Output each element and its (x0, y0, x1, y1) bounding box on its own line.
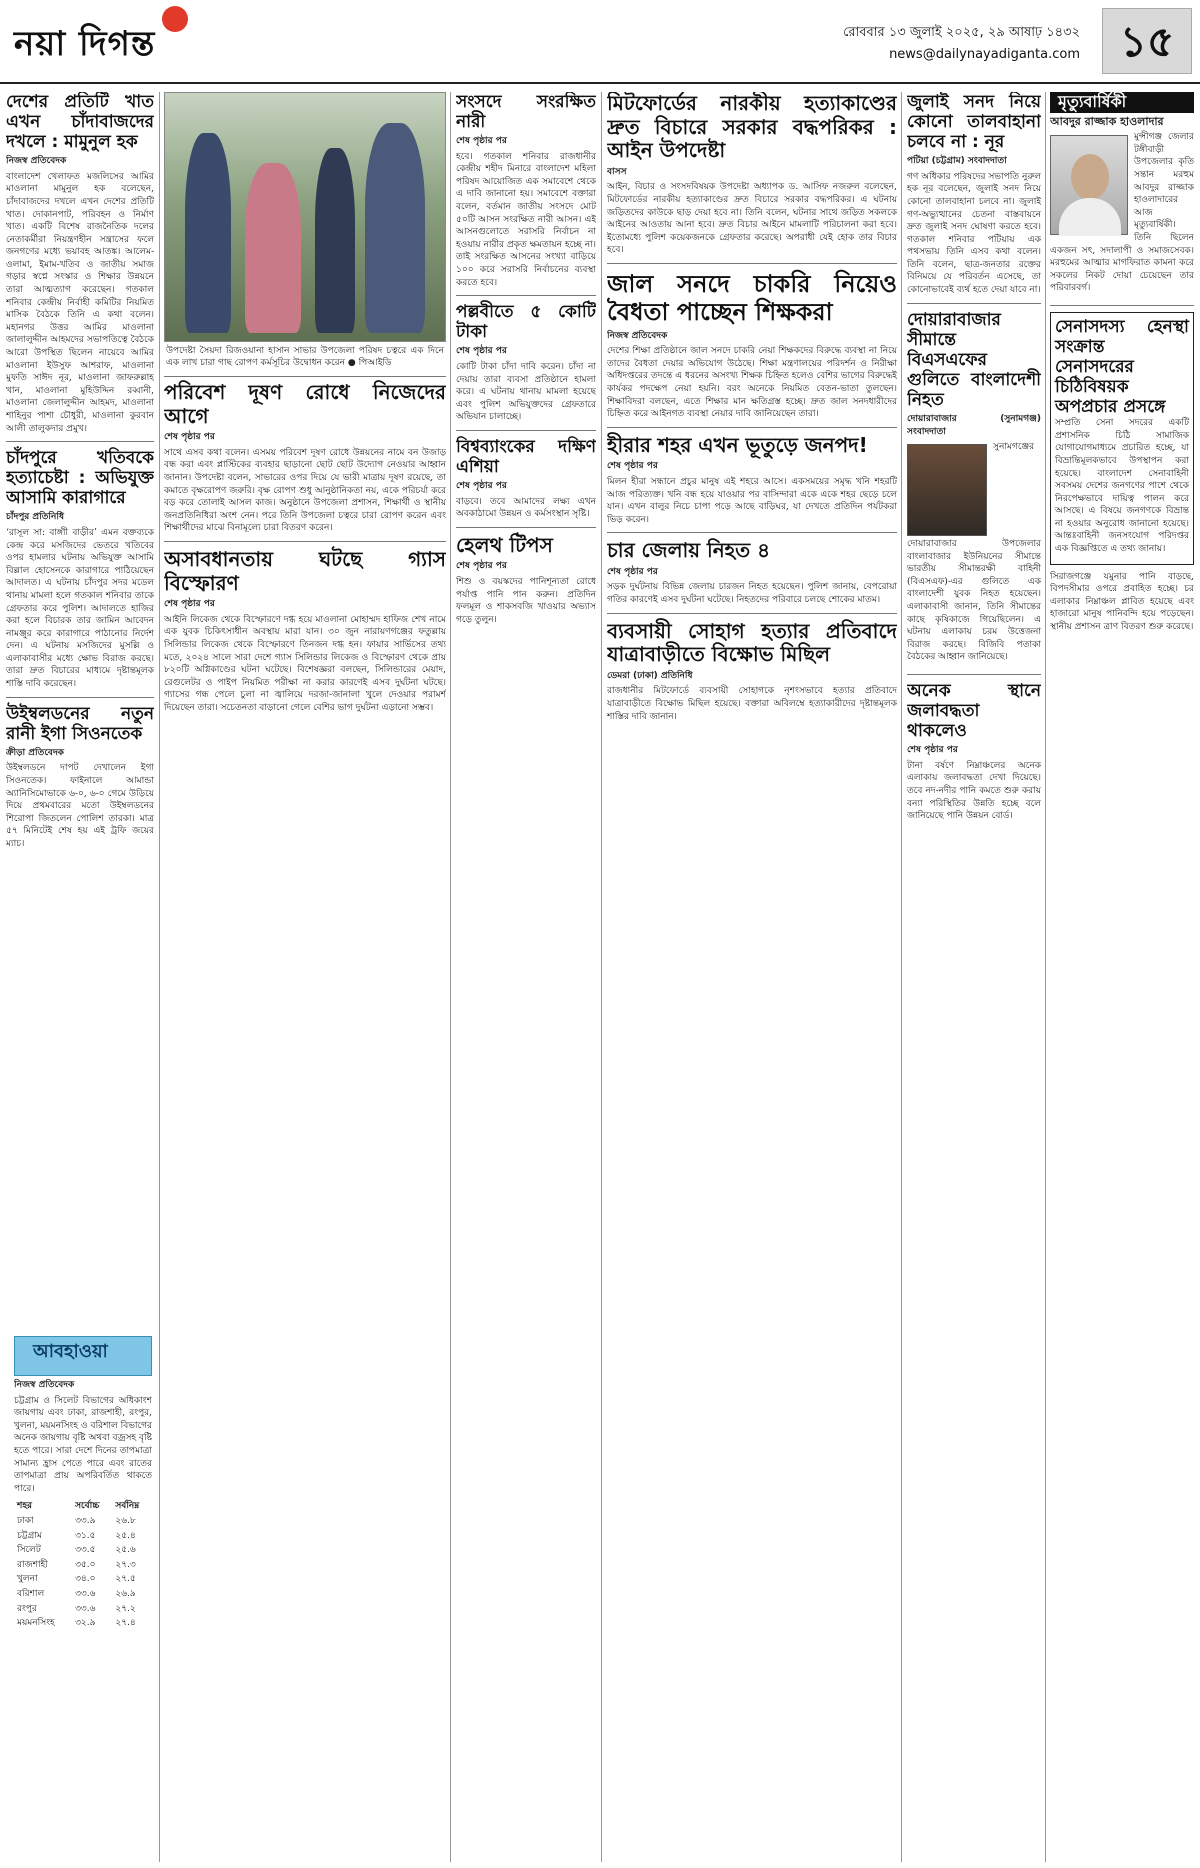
table-row (14, 1602, 152, 1617)
press-release-box (1050, 312, 1194, 565)
portrait-body (1059, 198, 1121, 236)
max-cell: ৩৩.৯ (75, 1515, 96, 1526)
headline[interactable]: উইম্বলডনের নতুন রানী ইগা সিওনতেক (6, 703, 154, 744)
column-5 (607, 92, 897, 1862)
headline[interactable]: অসাবধানতায় ঘটছে গ্যাস বিস্ফোরণ (164, 546, 446, 595)
person-figure (185, 133, 231, 333)
headline[interactable]: পল্লবীতে ৫ কোটি টাকা (456, 302, 596, 343)
byline: ডেমরা (ঢাকা) প্রতিনিধি (607, 670, 693, 681)
article-body: রাজধানীর মিটফোর্ডে ব্যবসায়ী সোহাগকে নৃশংসভাবে হত্যার প্রতিবাদে যাত্রাবাড়ীতে বিক্ষোভ মিছিল হয়েছে। বক্তারা অবিলম্বে হত্যাকারীদের দৃষ্টান্তমূলক শাস্তির দাবি জানান। (607, 686, 897, 722)
max-cell: ৩৪.০ (75, 1574, 96, 1585)
photo-caption: উপদেষ্টা সৈয়দা রিজওয়ানা হাসান সাভার উপজেলা পরিষদ চত্বরে এক দিনে এক লাখ চারা গাছ রোপণ কর্মসূচির উদ্বোধন করেন ● পিআইডি (166, 346, 444, 368)
byline: শেষ পৃষ্ঠার পর (907, 745, 958, 756)
min-cell: ২৫.৬ (115, 1545, 136, 1556)
article-body: টানা বর্ষণে নিম্নাঞ্চলের অনেক এলাকায় জলাবদ্ধতা দেখা দিয়েছে। তবে নদ-নদীর পানি কমতে শুরু করায় বন্যা পরিস্থিতির উন্নতি হচ্ছে বলে জানিয়েছে পানি উন্নয়ন বোর্ড। (907, 760, 1041, 822)
column-6 (907, 92, 1041, 1862)
headline[interactable]: সেনাসদস্য হেনস্থা সংক্রান্ত সেনাসদরের চিঠিবিষয়ক অপপ্রচার প্রসঙ্গে (1055, 316, 1189, 418)
table-row (14, 1543, 152, 1558)
tree-planting-photo[interactable] (164, 92, 446, 342)
obituary-label: মৃত্যুবার্ষিকী (1050, 92, 1194, 113)
portrait-face (1071, 154, 1109, 200)
contact-email[interactable]: news@dailynayadiganta.com (889, 47, 1080, 62)
divider (607, 263, 897, 264)
max-cell: ৩১.৫ (75, 1530, 96, 1541)
headline[interactable]: জুলাই সনদ নিয়ে কোনো তালবাহানা চলবে না : নূর (907, 92, 1041, 153)
max-cell: ৩২.৯ (75, 1618, 96, 1629)
max-cell: ৩৫.০ (75, 1559, 96, 1570)
article-body: শিশু ও বয়স্কদের পানিশূন্যতা রোধে পর্যাপ্ত পানি পান করুন। প্রতিদিন ফলমূল ও শাকসবজি খাওয়ার অভ্যাস গড়ে তুলুন। (456, 576, 596, 625)
headline[interactable]: চাঁদপুরে খতিবকে হত্যাচেষ্টা : অভিযুক্ত আসামি কারাগারে (6, 448, 154, 509)
logo-text: নয়া দিগন্ত (14, 24, 156, 64)
divider (164, 376, 446, 377)
byline: শেষ পৃষ্ঠার পর (456, 136, 507, 147)
weather-forecast: চট্টগ্রাম ও সিলেট বিভাগের অধিকাংশ জায়গায় এবং ঢাকা, রাজশাহী, রংপুর, খুলনা, ময়মনসিংহ ও বরিশাল বিভাগের অনেক জায়গায় বৃষ্টি অথবা বজ্রসহ বৃষ্টি হতে পারে। সারা দেশে দিনের তাপমাত্রা সামান্য হ্রাস পেতে পারে এবং রাতের তাপমাত্রা প্রায় অপরিবর্তিত থাকতে পারে। (14, 1395, 152, 1494)
headline[interactable]: হীরার শহর এখন ভূতুড়ে জনপদ! (607, 432, 868, 457)
person-figure (245, 163, 301, 333)
weather-box (14, 1336, 152, 1856)
table-row (14, 1572, 152, 1587)
weather-header (14, 1336, 152, 1376)
column-divider (450, 92, 451, 1862)
city-cell: রংপুর (17, 1603, 37, 1614)
city-cell: চট্টগ্রাম (17, 1530, 42, 1541)
column-1 (6, 92, 154, 1332)
city-cell: সিলেট (17, 1545, 41, 1556)
city-cell: খুলনা (17, 1574, 38, 1585)
city-cell: ঢাকা (17, 1515, 34, 1526)
headline[interactable]: চার জেলায় নিহত ৪ (607, 538, 771, 563)
divider (607, 613, 897, 614)
byline: শেষ পৃষ্ঠার পর (456, 346, 507, 357)
byline: ক্রীড়া প্রতিবেদক (6, 747, 64, 758)
weather-title: আবহাওয়া (33, 1341, 108, 1362)
headline[interactable]: ব্যবসায়ী সোহাগ হত্যার প্রতিবাদে যাত্রাবাড়ীতে বিক্ষোভ মিছিল (607, 618, 897, 667)
table-row (14, 1558, 152, 1573)
obituary-body: মুন্সীগঞ্জ জেলার টঙ্গীবাড়ী উপজেলার কৃতি সন্তান মরহুম আবদুর রাজ্জাক হাওলাদারের আজ মৃত্যুবার্ষিকী। তিনি ছিলেন একজন সৎ, সদালাপী ও সমাজসেবক। মরহুমের আত্মার মাগফিরাত কামনা করে সকলের নিকট দোয়া চেয়েছেন তার পরিবারবর্গ। (1050, 132, 1194, 294)
byline: শেষ পৃষ্ঠার পর (164, 599, 215, 610)
byline: দোয়ারাবাজার (সুনামগঞ্জ) সংবাদদাতা (907, 413, 1041, 437)
article-body: ‘রাসূল সা: বাঙ্গাী বাড়ীর’ এমন বক্তব্যকে কেন্দ্র করে মসজিদের ভেতরে খতিবের ওপর হামলার ঘটনায় অভিযুক্ত আসামি বিল্লাল হোসেনকে কারাগারে পাঠিয়েছেন আদালত। এ ঘটনায় চাঁদপুর সদর মডেল থানায় মামলা হলে গতকাল শনিবার তাকে গ্রেফতার করে পুলিশ। আদালতে হাজির করা হলে বিচারক তার জামিন আবেদন নামঞ্জুর করে কারাগারে পাঠানোর নির্দেশ দেন। এ ঘটনায় মসজিদের মুসল্লি ও এলাকাবাসীর মধ্যে ক্ষোভ বিরাজ করছে। তারা দ্রুত বিচারের মাধ্যমে দৃষ্টান্তমূলক শাস্তি দাবি করেছেন। (6, 527, 154, 690)
divider (456, 527, 596, 528)
byline: নিজস্ব প্রতিবেদক (6, 156, 67, 167)
newspaper-logo[interactable] (14, 18, 188, 75)
headline[interactable]: দোয়ারাবাজার সীমান্তে বিএসএফের গুলিতে বাংলাদেশী নিহত (907, 309, 1041, 410)
max-cell: ৩৩.৬ (75, 1588, 96, 1599)
article-body: সুনামগঞ্জের দোয়ারাবাজার উপজেলার বাংলাবাজার ইউনিয়নের সীমান্তে ভারতীয় সীমান্তরক্ষী বাহিনী (বিএসএফ)-এর গুলিতে এক বাংলাদেশী যুবক নিহত হয়েছেন। এলাকাবাসী জানান, তিনি সীমান্তের কাছে কৃষিকাজে গিয়েছিলেন। এ ঘটনায় এলাকায় চরম উত্তেজনা বিরাজ করছে। বিজিবি পতাকা বৈঠকের আহ্বান জানিয়েছে। (907, 442, 1041, 663)
headline[interactable]: দেশের প্রতিটি খাত এখন চাঁদাবাজদের দখলে : মামুনুল হক (6, 92, 154, 153)
min-cell: ২৭.২ (115, 1603, 136, 1614)
max-cell: ৩৩.৬ (75, 1603, 96, 1614)
byline: বাসস (607, 166, 627, 177)
table-row (14, 1514, 152, 1529)
column-divider (159, 92, 160, 1862)
obituary-portrait[interactable] (1050, 135, 1128, 235)
headline[interactable]: পরিবেশ দূষণ রোধে নিজেদের আগে (164, 380, 446, 428)
byline: শেষ পৃষ্ঠার পর (164, 432, 215, 443)
byline: নিজস্ব প্রতিবেদক (607, 330, 668, 341)
min-cell: ২৬.৮ (115, 1515, 136, 1526)
city-cell: রাজশাহী (17, 1559, 48, 1570)
article-body: দেশের শিক্ষা প্রতিষ্ঠানে জাল সনদে চাকরি নেয়া শিক্ষকদের বিরুদ্ধে ব্যবস্থা না নিয়ে তাদের বৈধতা দেয়ার অভিযোগ উঠেছে। শিক্ষা মন্ত্রণালয়ের পরিদর্শন ও নিরীক্ষা অধিদপ্তরের তদন্তে এ ধরনের অসংখ্য শিক্ষক চিহ্নিত হলেও বেশির ভাগের বিরুদ্ধেই কার্যকর পদক্ষেপ নেয়া হয়নি। বরং অনেকে নিয়মিত বেতন-ভাতা তুলছেন। শিক্ষাবিদরা বলছেন, এতে শিক্ষার মান ক্ষতিগ্রস্ত হচ্ছে। দ্রুত জাল সনদধারীদের চিহ্নিত করে আইনগত ব্যবস্থা নেয়ার দাবি জানিয়েছেন তারা। (607, 346, 897, 420)
headline[interactable]: অনেক স্থানে জলাবদ্ধতা থাকলেও (907, 681, 1041, 742)
max-cell: ৩৩.৫ (75, 1545, 96, 1556)
byline: চাঁদপুর প্রতিনিধি (6, 512, 64, 523)
table-header: সর্বোচ্চ (75, 1501, 100, 1512)
table-header: সর্বনিম্ন (115, 1501, 140, 1512)
article-body: উইম্বলডনে দাপট দেখালেন ইগা সিওনতেক। ফাইনালে আমান্ডা অ্যানিসিমোভাকে ৬-০, ৬-০ গেমে উড়িয়ে দিয়ে প্রথমবারের মতো উইম্বলডনের শিরোপা জিতলেন পোলিশ তারকা। মাত্র ৫৭ মিনিটেই শেষ হয় এই ট্রফি জয়ের ম্যাচ। (6, 763, 154, 849)
byline: শেষ পৃষ্ঠার পর (607, 566, 658, 577)
article-body: আইনি লিকেজ থেকে বিস্ফোরণে দগ্ধ হয়ে মাওলানা মোহাম্মদ হাফিজ শেখ নামে এক যুবক চিকিৎসাধীন অবস্থায় মারা যান। ৩০ জুন নারায়ণগঞ্জের ফতুল্লায় সিলিন্ডার লিকেজ থেকে বিস্ফোরণে তিনজন দগ্ধ হন। ফায়ার সার্ভিসের তথ্য মতে, ২০২৪ সালে সারা দেশে গ্যাস সিলিন্ডার লিকেজ ও বিস্ফোরণ থেকে প্রায় ৮২০টি অগ্নিকাণ্ডের ঘটনা ঘটেছে। বিশেষজ্ঞরা বলছেন, সিলিন্ডারের মেয়াদ, রেগুলেটর ও পাইপ নিয়মিত পরীক্ষা না করার কারণেই এসব দুর্ঘটনা ঘটছে। গ্যাসের গন্ধ পেলে চুলা না জ্বালিয়ে দরজা-জানালা খুলে দেওয়ার পরামর্শ দিয়েছেন তারা। সচেতনতা বাড়ানো গেলে বেশির ভাগ দুর্ঘটনা এড়ানো সম্ভব। (164, 614, 446, 713)
headline[interactable]: মিটফোর্ডের নারকীয় হত্যাকাণ্ডের দ্রুত বিচারে সরকার বদ্ধপরিকর : আইন উপদেষ্টা (607, 92, 897, 163)
divider (907, 303, 1041, 304)
person-figure (365, 123, 425, 333)
divider (6, 697, 154, 698)
byline: পটিয়া (চট্টগ্রাম) সংবাদদাতা (907, 156, 1007, 167)
byline: নিজস্ব প্রতিবেদক (14, 1380, 75, 1390)
article-body: সিরাজগঞ্জে যমুনার পানি বাড়ছে, বিপদসীমার ওপরে প্রবাহিত হচ্ছে। চর এলাকার নিম্নাঞ্চল প্লাবিত হয়েছে এবং হাজারো মানুষ পানিবন্দি হয়ে পড়েছেন। স্থানীয় প্রশাসন ত্রাণ বিতরণ শুরু করেছে। (1050, 571, 1194, 633)
column-7 (1050, 92, 1194, 1862)
divider (907, 674, 1041, 675)
city-cell: বরিশাল (17, 1588, 45, 1599)
column-divider (601, 92, 602, 1862)
byline: শেষ পৃষ্ঠার পর (456, 480, 507, 491)
obituary-name[interactable]: আবদুর রাজ্জাক হাওলাদার (1050, 114, 1164, 128)
dateline (843, 22, 1080, 66)
issue-date: রোববার ১৩ জুলাই ২০২৫, ২৯ আষাঢ় ১৪৩২ (843, 25, 1080, 40)
column-divider (901, 92, 902, 1862)
byline: শেষ পৃষ্ঠার পর (456, 561, 507, 572)
person-figure (315, 148, 355, 333)
divider (1050, 305, 1194, 306)
article-body: সাথে এসব কথা বলেন। এসময় পরিবেশ দূষণ রোধে উন্নয়নের নামে বন উজাড় বন্ধ করা এবং প্লাস্টিকের ব্যবহার ছাড়ানো ছোট ছোট উদ্যোগ নেওয়ার আহ্বান জানান। উপদেষ্টা বলেন, সাভারের ওপর দিয়ে যে ভারী মাত্রায় দূষণ রয়েছে, তা কমাতে বৃক্ষরোপণ জরুরি। বৃক্ষ রোপণ শুধু আনুষ্ঠানিকতা নয়, একে পরিচর্যা করে বড় করে তোলাই আসল কাজ। অনুষ্ঠানে উপজেলা প্রশাসন, শিক্ষার্থী ও স্থানীয় জনপ্রতিনিধিরা অংশ নেন। পরে তিনি উপজেলা চত্বরে চারা রোপণ করেন এবং শিক্ষার্থীদের মাঝে বিনামূল্যে চারা বিতরণ করেন। (164, 447, 446, 534)
min-cell: ২৬.৯ (115, 1588, 136, 1599)
table-row (14, 1587, 152, 1602)
headline[interactable]: বিশ্বব্যাংকের দক্ষিণ এশিয়া (456, 436, 596, 477)
temperature-table (14, 1499, 152, 1630)
divider (6, 441, 154, 442)
column-2 (164, 92, 446, 1862)
divider (164, 541, 446, 542)
divider (607, 427, 897, 428)
min-cell: ২৭.৩ (115, 1559, 136, 1570)
divider (456, 295, 596, 296)
headline[interactable]: সংসদে সংরক্ষিত নারী (456, 92, 596, 133)
column-divider (1045, 92, 1046, 1862)
headline[interactable]: হেলথ টিপস (456, 532, 553, 557)
divider (607, 532, 897, 533)
column-4 (456, 92, 596, 1862)
city-cell: ময়মনসিংহ (17, 1618, 55, 1629)
masthead (0, 0, 1200, 84)
divider (456, 430, 596, 431)
article-body: সড়ক দুর্ঘটনায় বিভিন্ন জেলায় চারজন নিহত হয়েছেন। পুলিশ জানায়, বেপরোয়া গতির কারণেই এসব দুর্ঘটনা ঘটেছে। নিহতদের পরিবারে চলছে শোকের মাতম। (607, 582, 897, 606)
min-cell: ২৭.৪ (115, 1618, 136, 1629)
article-body: মিলন হীরা সন্ধানে প্রচুর মানুষ এই শহরে আসে। একসময়ের সমৃদ্ধ খনি শহরটি আজ পরিত্যক্ত। খনি বন্ধ হয়ে যাওয়ার পর বাসিন্দারা একে একে শহর ছেড়ে চলে যান। এখন বালুর নিচে চাপা পড়ে আছে বাড়িঘর, যা দেখতে প্রতিদিন পর্যটকরা ভিড় করেন। (607, 476, 897, 525)
table-row (14, 1529, 152, 1544)
min-cell: ২৭.৫ (115, 1574, 136, 1585)
article-body: আইন, বিচার ও সংসদবিষয়ক উপদেষ্টা অধ্যাপক ড. আসিফ নজরুল বলেছেন, মিটফোর্ডের নারকীয় হত্যাকাণ্ডের দ্রুত বিচারে সরকার বদ্ধপরিকর। এ ঘটনায় জড়িতদের কাউকে ছাড় দেয়া হবে না। তিনি বলেন, ঘটনার সাথে জড়িত সকলকে আইনের আওতায় আনা হবে। দ্রুত বিচার আইনে মামলাটি পরিচালনা করা হবে। ইতোমধ্যে পুলিশ কয়েকজনকে গ্রেফতার করেছে। অপরাধী যেই হোক তার বিচার হবে। (607, 182, 897, 256)
min-cell: ২৫.৪ (115, 1530, 136, 1541)
article-body: গণ অধিকার পরিষদের সভাপতি নুরুল হক নূর বলেছেন, জুলাই সনদ নিয়ে কোনো তালবাহানা চলবে না। জুলাই গণ-অভ্যুত্থানের চেতনা বাস্তবায়নে দ্রুত জুলাই সনদ ঘোষণা করতে হবে। গতকাল শনিবার পটিয়ায় এক পথসভায় তিনি এসব কথা বলেন। তিনি বলেন, ছাত্র-জনতার রক্তের বিনিময়ে যে পরিবর্তন এসেছে, তা কোনোভাবেই ব্যর্থ হতে দেয়া যাবে না। (907, 171, 1041, 296)
article-body: কোটি টাকা চাঁদা দাবি করেন। চাঁদা না দেয়ায় তারা ব্যবসা প্রতিষ্ঠানে হামলা করে। এ ঘটনায় থানায় মামলা হয়েছে এবং পুলিশ অভিযুক্তদের গ্রেফতারে অভিযান চালাচ্ছে। (456, 361, 596, 423)
table-header: শহর (17, 1501, 33, 1512)
byline: শেষ পৃষ্ঠার পর (607, 461, 658, 472)
table-header-row (14, 1499, 152, 1514)
headline[interactable]: জাল সনদে চাকরি নিয়েও বৈধতা পাচ্ছেন শিক্ষকরা (607, 269, 897, 327)
sun-logo-icon (162, 6, 188, 32)
victim-photo[interactable] (907, 444, 987, 536)
article-body: বাড়বে। তবে আমাদের লক্ষ্য এখন অবকাঠামো উন্নয়ন ও কর্মসংস্থান সৃষ্টি। (456, 496, 596, 520)
article-body: সম্প্রতি সেনা সদরের একটি প্রশাসনিক চিঠি সামাজিক যোগাযোগমাধ্যমে প্রচারিত হচ্ছে, যা বিভ্রান্তিমূলকভাবে উপস্থাপন করা হয়েছে। বাংলাদেশ সেনাবাহিনী সবসময় দেশের জনগণের পাশে থেকে নিরপেক্ষভাবে দায়িত্ব পালন করে আসছে। এ বিষয়ে জনগণকে বিভ্রান্ত না হওয়ার অনুরোধ জানানো হয়েছে। আন্তঃবাহিনী জনসংযোগ পরিদপ্তর এক বিজ্ঞপ্তিতে এ তথ্য জানায়। (1055, 418, 1189, 555)
article-body: হবে। গতকাল শনিবার রাজধানীর কেন্দ্রীয় শহীদ মিনারে বাংলাদেশ মহিলা পরিষদ আয়োজিত এক সমাবেশে থেকে এ দাবি জানানো হয়। সমাবেশে বক্তারা বলেন, বর্তমান জাতীয় সংসদে মোট ৫০টি আসন সংরক্ষিত নারী আসন। এই আসনগুলোতে সরাসরি নির্বাচন না হওয়ায় নারীর প্রকৃত ক্ষমতায়ন হচ্ছে না। তাই সংরক্ষিত আসনের সংখ্যা বাড়িয়ে ১০০ করে সরাসরি নির্বাচনের ব্যবস্থা করতে হবে। (456, 151, 596, 288)
article-body: বাংলাদেশ খেলাফত মজলিসের আমির মাওলানা মামুনুল হক বলেছেন, চাঁদাবাজদের দখলে এখন দেশের প্রতিটি খাত। দোকানপাট, পরিবহন ও নির্মাণ খাত। একটি বিশেষ রাজনৈতিক দলের নেতাকর্মীরা নিয়ন্ত্রণহীন সন্ত্রাসের ফলে জনগণের মধ্যে ভয়াবহ আতঙ্ক। আলেম-ওলামা, ইমাম-খতিব ও জাতীয় সমাজ গড়ার স্বপ্নে সংস্কার ও শিক্ষার উন্নয়নে তারা আত্মত্যাগ করেছেন। গতকাল শনিবার কেন্দ্রীয় নির্বাহী কমিটির নিয়মিত মাসিক বৈঠকে তিনি এ কথা বলেন। মহানগর উত্তর আমির মাওলানা জালালুদ্দীন আহমদের সভাপতিত্বে বৈঠকে আরো উপস্থিত ছিলেন নায়েবে আমির মাওলানা ইউসুফ আশরাফ, মাওলানা মুফতি সাঈদ নূর, মাওলানা জাফরুল্লাহ খান, মাওলানা মুহিউদ্দিন রব্বানী, মাওলানা জেলালুদ্দীন আহমদ, মাওলানা শাহিনুর পাশা চৌধুরী, মাওলানা কুরবান আলী তালুকদার প্রমুখ। (6, 171, 154, 434)
page-number: ১৫ (1102, 8, 1192, 74)
table-row (14, 1616, 152, 1631)
